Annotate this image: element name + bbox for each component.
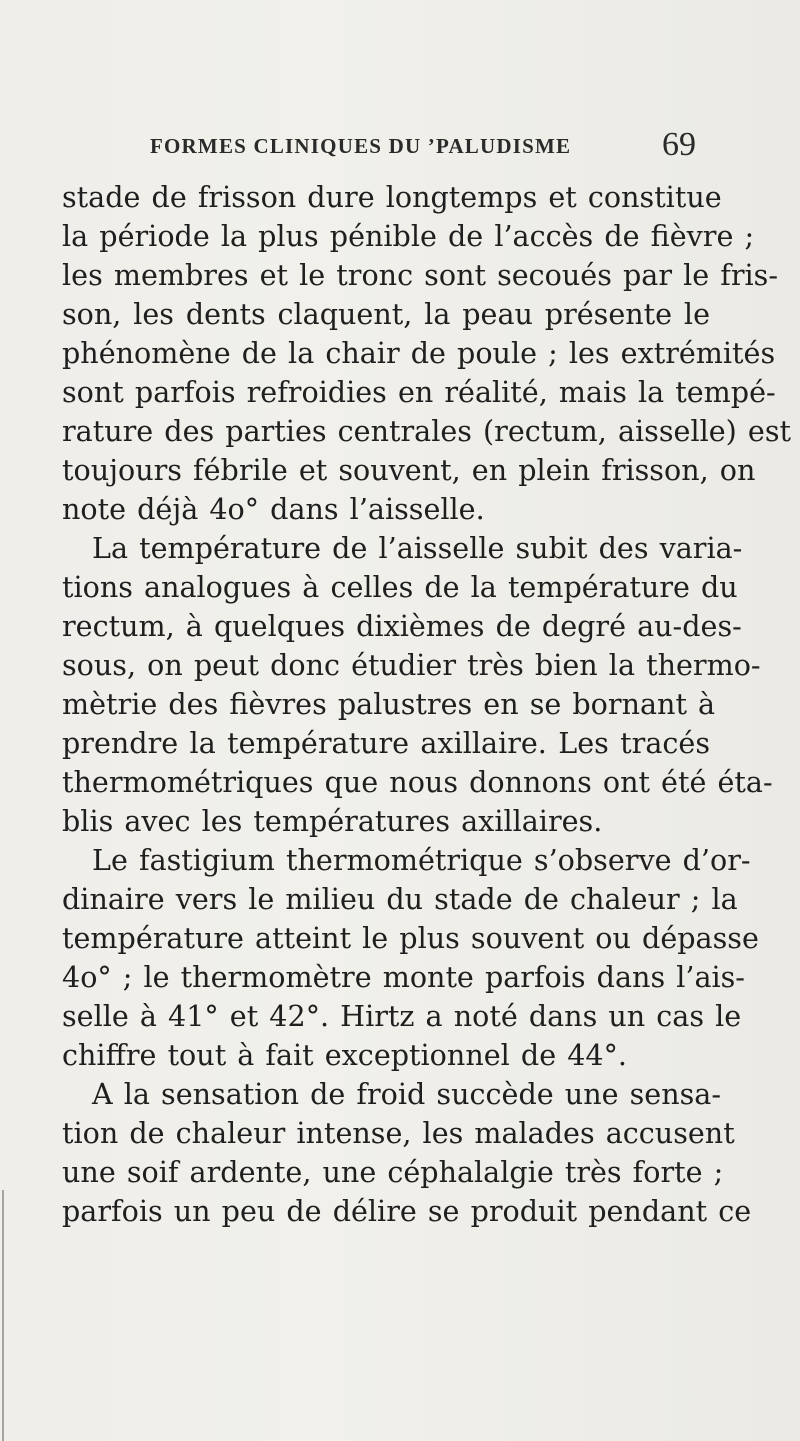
text-line: prendre la température axillaire. Les tracés — [62, 726, 710, 760]
text-line: les membres et le tronc sont secoués par le fris- — [62, 258, 778, 292]
text-line: tions analogues à celles de la température du — [62, 570, 738, 604]
text-line: mètrie des fièvres palustres en se bornant à — [62, 687, 716, 721]
paragraph-start-line: La température de l’aisselle subit des varia- — [92, 531, 743, 565]
page-header — [150, 126, 710, 170]
running-title: FORMES CLINIQUES DU ’PALUDISME — [150, 134, 572, 158]
text-line: blis avec les températures axillaires. — [62, 804, 603, 838]
text-line: 4o° ; le thermomètre monte parfois dans l’ais- — [62, 960, 745, 994]
text-line: stade de frisson dure longtemps et constitue — [62, 180, 722, 214]
text-line: tion de chaleur intense, les malades accusent — [62, 1116, 735, 1150]
text-line: phénomène de la chair de poule ; les extrémités — [62, 336, 776, 370]
text-line: son, les dents claquent, la peau présente le — [62, 297, 710, 331]
text-line: toujours fébrile et souvent, en plein frisson, on — [62, 453, 756, 487]
text-line: rectum, à quelques dixièmes de degré au-des- — [62, 609, 742, 643]
text-line: rature des parties centrales (rectum, aisselle) est — [62, 414, 791, 448]
text-line: chiffre tout à fait exceptionnel de 44°. — [62, 1038, 627, 1072]
text-line: selle à 41° et 42°. Hirtz a noté dans un cas le — [62, 999, 742, 1033]
paragraph-start-line: Le fastigium thermométrique s’observe d’or- — [92, 843, 751, 877]
text-line: dinaire vers le milieu du stade de chaleur ; la — [62, 882, 738, 916]
page-edge-shadow — [2, 1190, 4, 1441]
text-line: note déjà 4o° dans l’aisselle. — [62, 492, 485, 526]
text-line: la période la plus pénible de l’accès de fièvre ; — [62, 219, 755, 253]
text-line: sous, on peut donc étudier très bien la thermo- — [62, 648, 761, 682]
paragraph-start-line: A la sensation de froid succède une sensa- — [92, 1077, 722, 1111]
text-line: sont parfois refroidies en réalité, mais la tempé- — [62, 375, 776, 409]
text-line: une soif ardente, une céphalalgie très forte ; — [62, 1155, 724, 1189]
page-number: 69 — [662, 126, 696, 163]
text-line: thermométriques que nous donnons ont été éta- — [62, 765, 773, 799]
text-line: température atteint le plus souvent ou dépasse — [62, 921, 759, 955]
text-line: parfois un peu de délire se produit pendant ce — [62, 1194, 752, 1228]
